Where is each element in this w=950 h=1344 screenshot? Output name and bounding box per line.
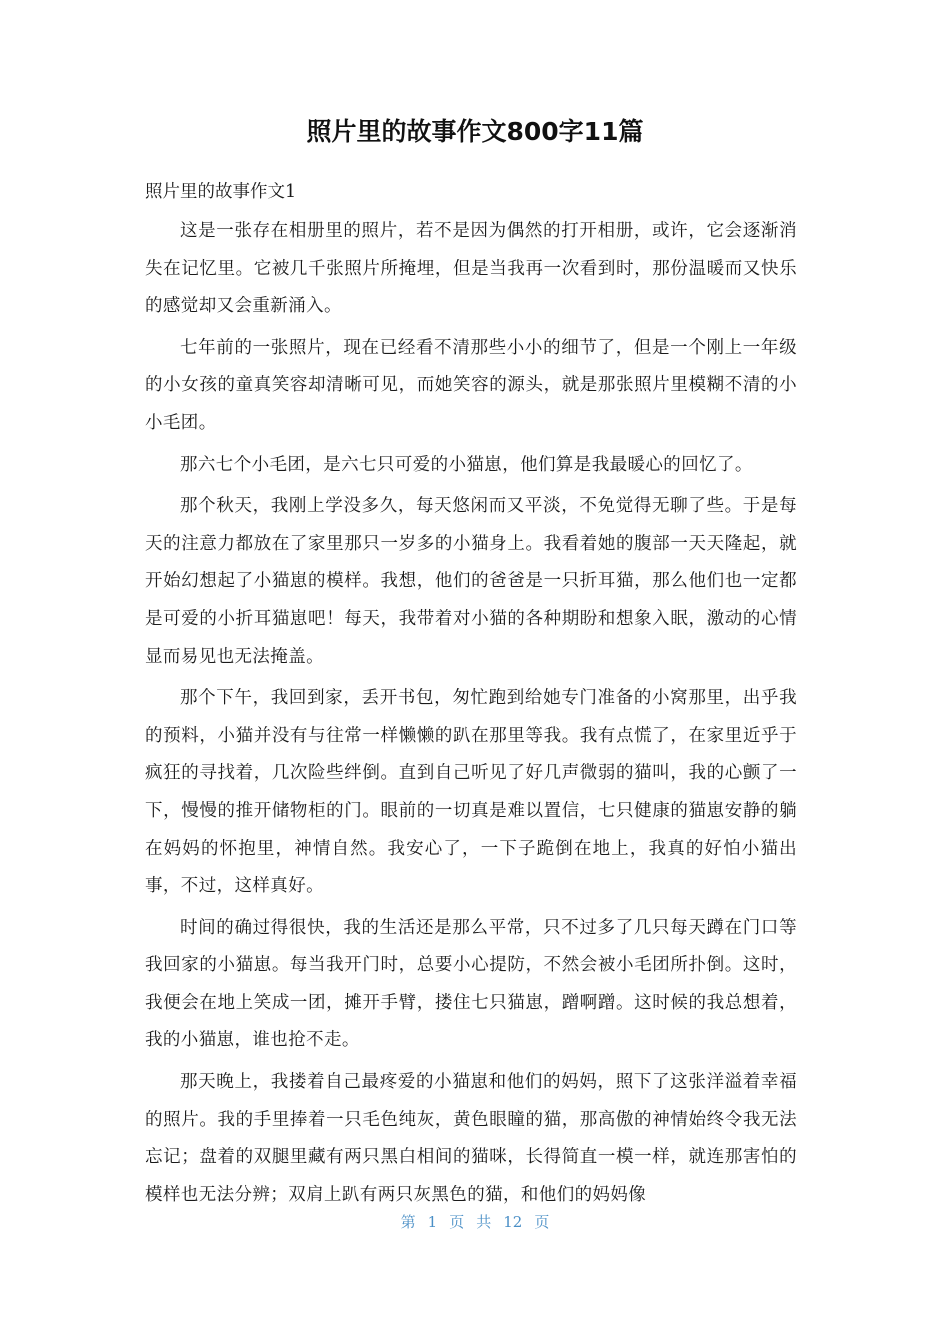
page-label: 第 [400, 1213, 416, 1231]
page-footer [0, 1210, 950, 1234]
document-body [145, 172, 797, 1218]
paragraph-1: 这是一张存在相册里的照片，若不是因为偶然的打开相册，或许，它会逐渐消失在记忆里。它被几千张照片所掩埋，但是当我再一次看到时，那份温暖而又快乐的感觉却又会重新涌入。 [145, 221, 797, 317]
total-label: 共 [476, 1213, 492, 1231]
paragraph-2: 七年前的一张照片，现在已经看不清那些小小的细节了，但是一个刚上一年级的小女孩的童真笑容却清晰可见，而她笑容的源头，就是那张照片里模糊不清的小小毛团。 [145, 337, 797, 433]
paragraph-4: 那个秋天，我刚上学没多久，每天悠闲而又平淡，不免觉得无聊了些。于是每天的注意力都放在了家里那只一岁多的小猫身上。我看着她的腹部一天天隆起，就开始幻想起了小猫崽的模样。我想，他们的爸爸是一只折耳猫，那么他们也一定都是可爱的小折耳猫崽吧！每天，我带着对小猫的各种期盼和想象入眠，激动的心情显而易见也无法掩盖。 [145, 496, 797, 667]
section-heading: 照片里的故事作文1 [145, 182, 297, 202]
total-pages-number: 12 [503, 1213, 523, 1231]
current-page-number: 1 [427, 1213, 438, 1231]
paragraph-7: 那天晚上，我搂着自己最疼爱的小猫崽和他们的妈妈，照下了这张洋溢着幸福的照片。我的手里捧着一只毛色纯灰，黄色眼瞳的猫，那高傲的神情始终令我无法忘记；盘着的双腿里藏有两只黑白相间的猫咪，长得简直一模一样，就连那害怕的模样也无法分辨；双肩上趴有两只灰黑色的猫，和他们的妈妈像 [145, 1072, 797, 1205]
paragraph-5: 那个下午，我回到家，丢开书包，匆忙跑到给她专门准备的小窝那里，出乎我的预料，小猫并没有与往常一样懒懒的趴在那里等我。我有点慌了，在家里近乎于疯狂的寻找着，几次险些绊倒。直到自己听见了好几声微弱的猫叫，我的心颤了一下，慢慢的推开储物柜的门。眼前的一切真是难以置信，七只健康的猫崽安静的躺在妈妈的怀抱里，神情自然。我安心了，一下子跪倒在地上，我真的好怕小猫出事，不过，这样真好。 [145, 688, 797, 897]
total-suffix: 页 [534, 1213, 550, 1231]
document-title: 照片里的故事作文800字11篇 [306, 117, 644, 146]
page-suffix: 页 [449, 1213, 465, 1231]
paragraph-3: 那六七个小毛团，是六七只可爱的小猫崽，他们算是我最暖心的回忆了。 [180, 454, 753, 475]
paragraph-6: 时间的确过得很快，我的生活还是那么平常，只不过多了几只每天蹲在门口等我回家的小猫崽。每当我开门时，总要小心提防，不然会被小毛团所扑倒。这时，我便会在地上笑成一团，摊开手臂，搂住七只猫崽，蹭啊蹭。这时候的我总想着，我的小猫崽，谁也抢不走。 [145, 917, 797, 1051]
